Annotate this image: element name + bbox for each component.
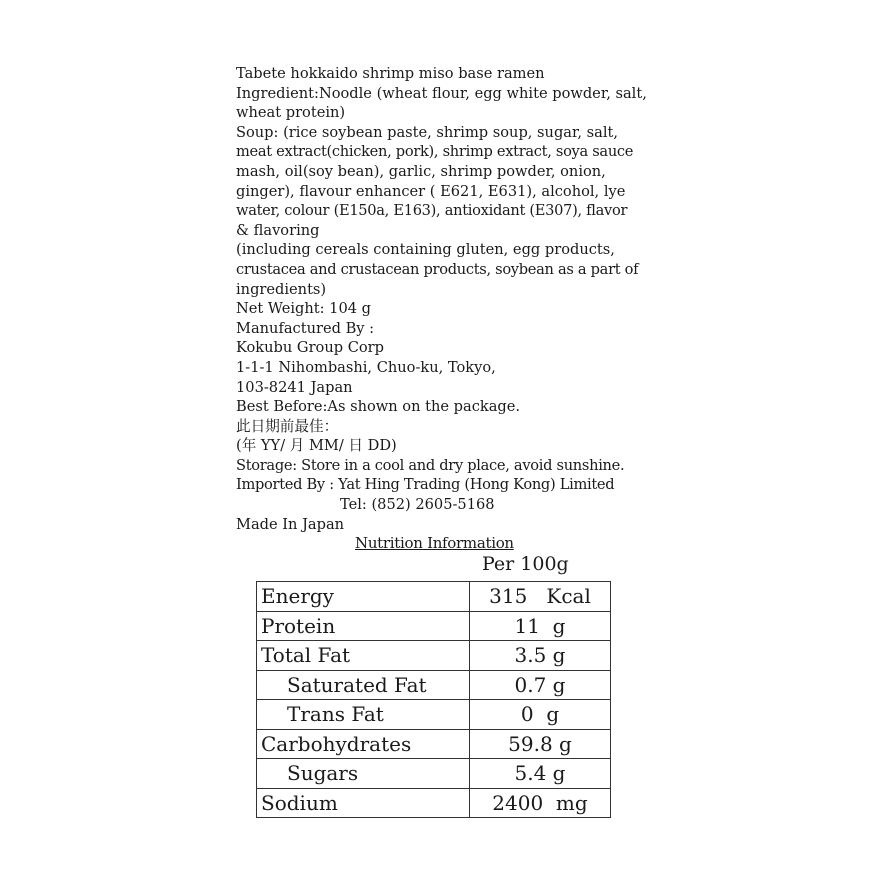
nutrient-name: Sugars xyxy=(257,759,470,789)
country-of-origin: Made In Japan xyxy=(236,515,345,533)
soup-ingredients-line: Soup: (rice soybean paste, shrimp soup, sugar, salt, xyxy=(236,123,619,141)
soup-ingredients-line: ginger), flavour enhancer ( E621, E631), alcohol, lye xyxy=(236,182,626,200)
table-row xyxy=(257,729,611,759)
nutrition-per-serving: Per 100g xyxy=(482,553,569,575)
nutrient-value: 0.7 g xyxy=(470,670,611,700)
nutrient-value: 59.8 g xyxy=(470,729,611,759)
soup-ingredients-line: mash, oil(soy bean), garlic, shrimp powder, onion, xyxy=(236,162,606,180)
table-row xyxy=(257,759,611,789)
ingredients-line: Ingredient:Noodle (wheat flour, egg white powder, salt, xyxy=(236,84,647,102)
nutrient-name: Protein xyxy=(257,611,470,641)
nutrient-name: Total Fat xyxy=(257,641,470,671)
nutrient-name: Carbohydrates xyxy=(257,729,470,759)
manufacturer-name: Kokubu Group Corp xyxy=(236,339,384,357)
nutrient-value: 5.4 g xyxy=(470,759,611,789)
nutrient-value: 315 Kcal xyxy=(470,582,611,612)
nutrient-name: Saturated Fat xyxy=(257,670,470,700)
soup-ingredients-line: meat extract(chicken, pork), shrimp extract, soya sauce xyxy=(236,143,634,161)
nutrition-table xyxy=(256,581,611,818)
allergen-line: ingredients) xyxy=(236,280,327,298)
table-row xyxy=(257,670,611,700)
best-before: Best Before:As shown on the package. xyxy=(236,398,521,416)
table-row xyxy=(257,788,611,818)
soup-ingredients-line: water, colour (E150a, E163), antioxidant (E307), flavor xyxy=(236,202,628,220)
nutrient-name: Energy xyxy=(257,582,470,612)
date-format: (年 YY/ 月 MM/ 日 DD) xyxy=(236,437,397,455)
nutrient-name: Trans Fat xyxy=(257,700,470,730)
nutrient-value: 11 g xyxy=(470,611,611,641)
table-row xyxy=(257,611,611,641)
product-name: Tabete hokkaido shrimp miso base ramen xyxy=(236,65,545,82)
manufacturer-address: 1-1-1 Nihombashi, Chuo-ku, Tokyo, xyxy=(236,358,496,376)
table-row xyxy=(257,641,611,671)
manufacturer-address: 103-8241 Japan xyxy=(236,378,353,396)
nutrient-value: 3.5 g xyxy=(470,641,611,671)
product-label-text xyxy=(236,64,656,534)
storage-instructions: Storage: Store in a cool and dry place, avoid sunshine. xyxy=(236,456,625,474)
allergen-line: crustacea and crustacean products, soybean as a part of xyxy=(236,260,639,278)
table-row xyxy=(257,582,611,612)
ingredients-line: wheat protein) xyxy=(236,104,346,122)
table-row xyxy=(257,700,611,730)
best-before-chinese: 此日期前最佳： xyxy=(236,417,339,435)
net-weight: Net Weight: 104 g xyxy=(236,300,372,318)
importer: Imported By : Yat Hing Trading (Hong Kong) Limited xyxy=(236,476,615,494)
nutrient-value: 0 g xyxy=(470,700,611,730)
importer-phone: Tel: (852) 2605-5168 xyxy=(340,496,495,514)
nutrient-name: Sodium xyxy=(257,788,470,818)
manufacturer-heading: Manufactured By : xyxy=(236,319,375,337)
nutrition-title: Nutrition Information xyxy=(355,534,514,552)
allergen-line: (including cereals containing gluten, egg products, xyxy=(236,241,615,259)
soup-ingredients-line: & flavoring xyxy=(236,221,320,239)
nutrient-value: 2400 mg xyxy=(470,788,611,818)
